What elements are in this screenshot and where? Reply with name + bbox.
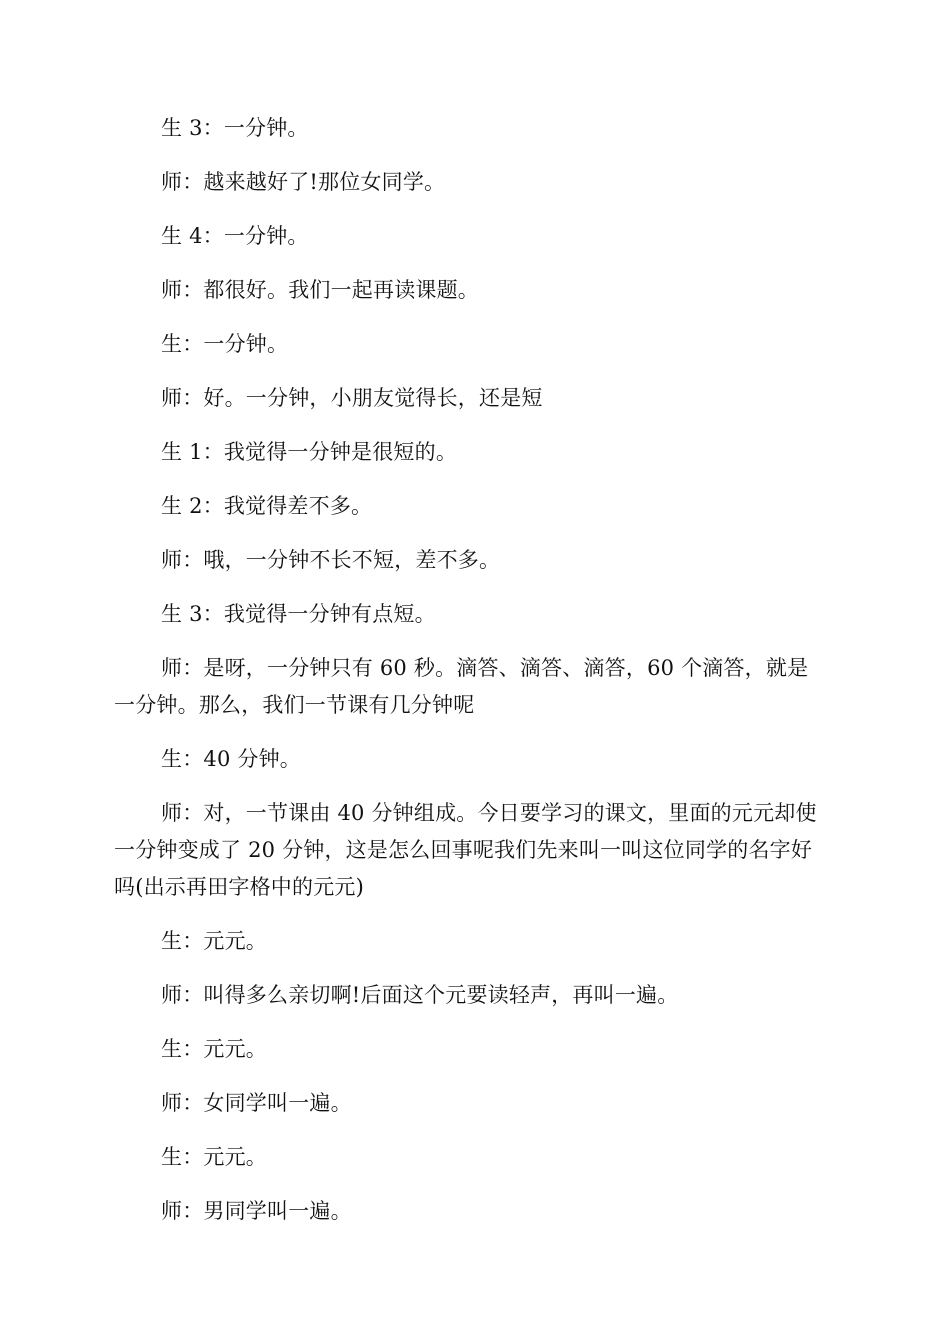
dialogue-line: 生：元元。: [161, 929, 267, 953]
dialogue-line: 师：都很好。我们一起再读课题。: [161, 278, 479, 302]
dialogue-line: 生 3：一分钟。: [161, 116, 309, 140]
dialogue-line: 生：40 分钟。: [161, 747, 301, 771]
dialogue-line: 生 4：一分钟。: [161, 224, 309, 248]
dialogue-line: 师：叫得多么亲切啊!后面这个元要读轻声，再叫一遍。: [161, 983, 679, 1007]
dialogue-line: 生：一分钟。: [161, 332, 289, 356]
dialogue-line: 师：对，一节课由 40 分钟组成。今日要学习的课文，里面的元元却使一分钟变成了 20 分钟，这是怎么回事呢我们先来叫一叫这位同学的名字好吗(出示再田字格中的元元): [114, 801, 817, 899]
dialogue-line: 生：元元。: [161, 1037, 267, 1061]
dialogue-line: 师：越来越好了!那位女同学。: [161, 170, 446, 194]
dialogue-line: 生 3：我觉得一分钟有点短。: [161, 602, 436, 626]
dialogue-line: 师：女同学叫一遍。: [161, 1091, 352, 1115]
dialogue-line: 师：哦，一分钟不长不短，差不多。: [161, 548, 501, 572]
dialogue-line: 师：男同学叫一遍。: [161, 1199, 352, 1223]
document-body: [114, 110, 826, 1247]
dialogue-line: 生 2：我觉得差不多。: [161, 494, 373, 518]
dialogue-line: 生 1：我觉得一分钟是很短的。: [161, 440, 458, 464]
dialogue-line: 师：是呀，一分钟只有 60 秒。滴答、滴答、滴答，60 个滴答，就是一分钟。那么，我们一节课有几分钟呢: [114, 656, 809, 717]
dialogue-line: 生：元元。: [161, 1145, 267, 1169]
dialogue-line: 师：好。一分钟，小朋友觉得长，还是短: [161, 386, 543, 410]
